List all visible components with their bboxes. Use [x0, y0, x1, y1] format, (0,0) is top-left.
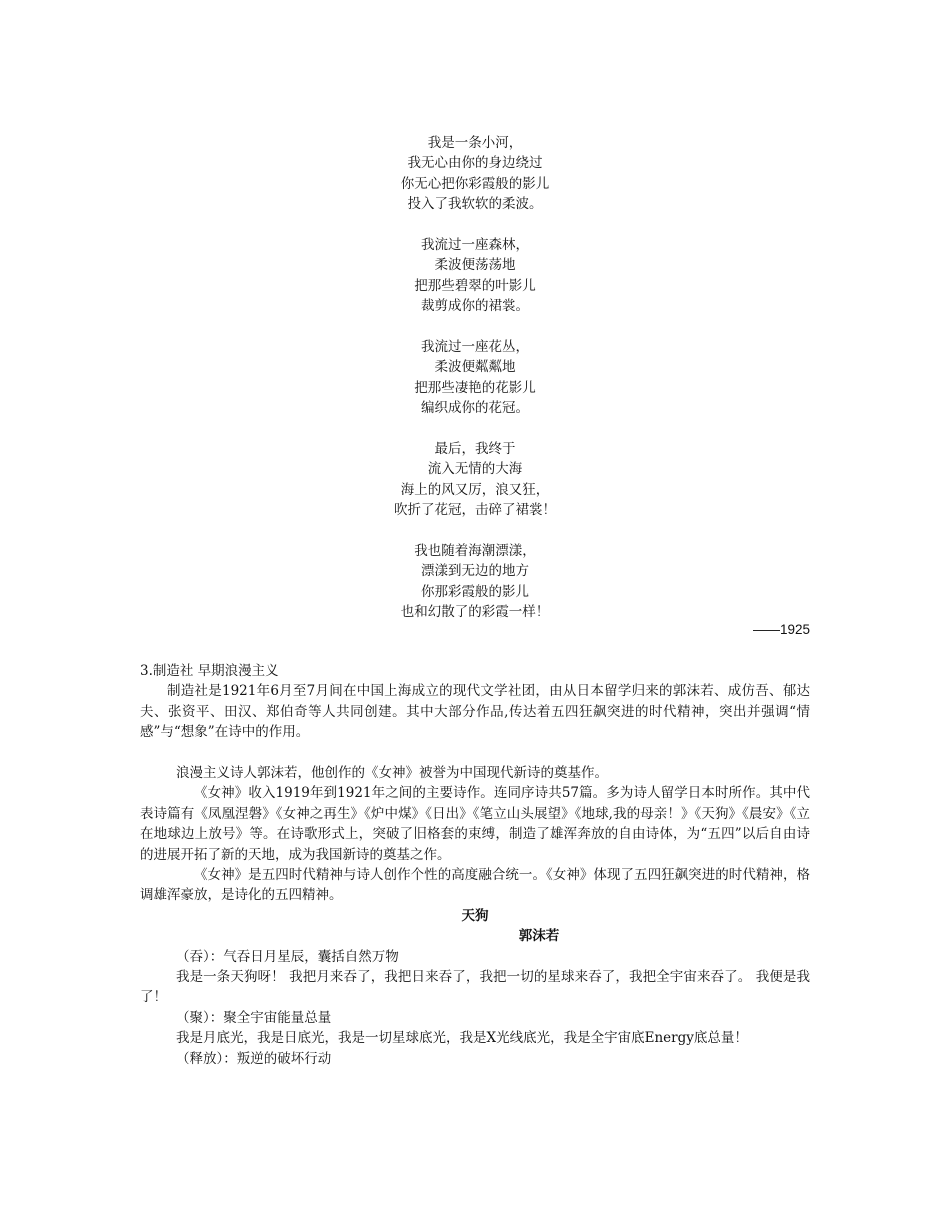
poem-line: 投入了我软软的柔波。 [407, 196, 543, 213]
verse-tiangou-1: 我是一条天狗呀！ 我把月来吞了，我把日来吞了，我把一切的星球来吞了，我把全宇宙来吞了。 我便是我了！ [140, 969, 810, 1006]
poem-stanza [140, 439, 810, 521]
annotation-tun: （吞）：气吞日月星辰，囊括自然万物 [176, 948, 399, 965]
poem-line: 我流过一座森林， [421, 237, 529, 254]
poem [140, 133, 810, 623]
poem-stanza [140, 541, 810, 623]
poem-line: 你无心把你彩霞般的影儿 [400, 175, 550, 192]
blank-line [140, 743, 810, 763]
paragraph-nvshen-contents: 《女神》收入1919年到1921年之间的主要诗作。连同序诗共57篇。多为诗人留学日本时所作。其中代表诗篇有《凤凰涅磐》《女神之再生》《炉中煤》《日出》《笔立山头展望》《地球,我的母亲！》《天狗》《晨安》《立在地球边上放号》等。在诗歌形式上，突破了旧格套的束缚，制造了雄浑奔放的自由诗体，为“五四”以后自由诗的进展开拓了新的天地，成为我国新诗的奠基之作。 [140, 785, 810, 863]
poem-line: 把那些碧翠的叶影儿 [414, 277, 536, 294]
paragraph-nvshen-spirit: 《女神》是五四时代精神与诗人创作个性的高度融合统一。《女神》体现了五四狂飙突进的时代精神，格调雄浑豪放，是诗化的五四精神。 [140, 867, 810, 904]
poem-line: 把那些凄艳的花影儿 [414, 379, 536, 396]
poem-line: 裁剪成你的裙裳。 [421, 298, 529, 315]
poem-line: 我无心由你的身边绕过 [407, 155, 543, 172]
body-text [140, 661, 810, 1069]
poem-stanza [140, 133, 810, 215]
paragraph-guomoruo: 浪漫主义诗人郭沫若，他创作的《女神》被誉为中国现代新诗的奠基作。 [176, 765, 608, 782]
poem-line: 你那彩霞般的影儿 [421, 583, 529, 600]
poem-line: 柔波便粼粼地 [434, 359, 516, 376]
poem-author: 郭沫若 [518, 928, 560, 945]
annotation-shifang: （释放）：叛逆的破坏行动 [176, 1050, 332, 1067]
poem-line: 我也随着海潮漂漾， [414, 543, 536, 560]
poem-line: 我流过一座花丛， [421, 339, 529, 356]
poem-line: 吹折了花冠，击碎了裙裳！ [394, 502, 556, 519]
poem-line: 流入无情的大海 [427, 461, 523, 478]
paragraph-zhizaoshe: 制造社是1921年6月至7月间在中国上海成立的现代文学社团，由从日本留学归来的郭沫若、成仿吾、郁达夫、张资平、田汉、郑伯奇等人共同创建。其中大部分作品,传达着五四狂飙突进的时代精神，突出并强调“情感”与“想象”在诗中的作用。 [140, 683, 810, 741]
poem-date: ——1925 [752, 622, 810, 637]
poem-line: 最后，我终于 [434, 441, 516, 458]
poem-line: 编织成你的花冠。 [421, 400, 529, 417]
poem-stanza [140, 337, 810, 419]
poem-stanza [140, 235, 810, 317]
poem-title: 天狗 [461, 907, 489, 924]
section-heading: 3.制造社 早期浪漫主义 [140, 663, 279, 679]
poem-line: 漂漾到无边的地方 [421, 563, 529, 580]
poem-line: 柔波便荡荡地 [434, 257, 516, 274]
annotation-ju: （聚）：聚全宇宙能量总量 [176, 1009, 332, 1026]
poem-line: 也和幻散了的彩霞一样！ [400, 604, 550, 621]
poem-line: 海上的风又厉，浪又狂， [400, 481, 550, 498]
verse-tiangou-2: 我是月底光，我是日底光，我是一切星球底光，我是X光线底光，我是全宇宙底Energy底总量！ [176, 1030, 748, 1047]
poem-line: 我是一条小河， [427, 135, 523, 151]
